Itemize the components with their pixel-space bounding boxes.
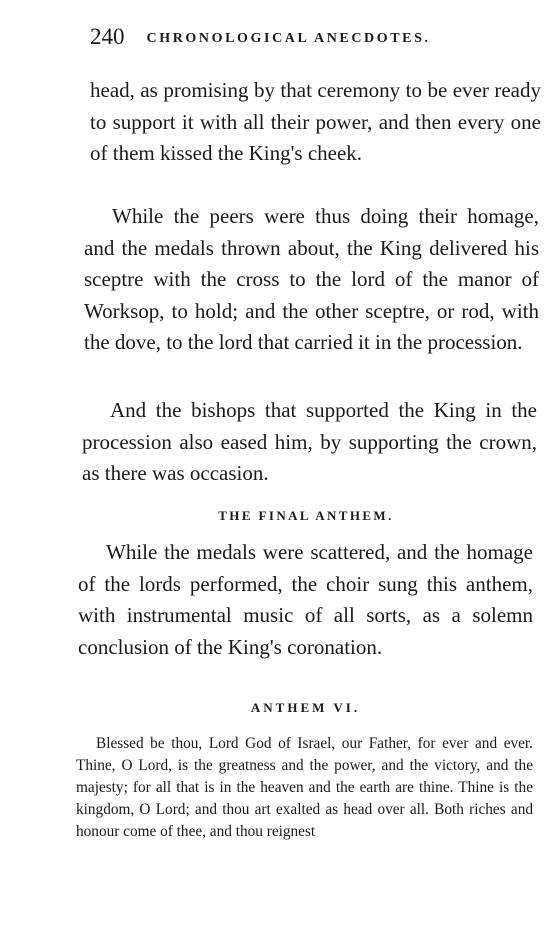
- anthem-vi-heading: ANTHEM VI.: [250, 700, 361, 715]
- anthem-vi-text: Blessed be thou, Lord God of Israel, our Father, for ever and ever. Thine, O Lord, is the greatness and the power, and the victory, and the majesty; for all that is in the heaven and the earth are thine. Thine is the kingdom, O Lord; and thou art exalted as head over all. Both riches and honour come of thee, and thou reignest: [76, 735, 533, 840]
- running-head: [90, 24, 520, 50]
- running-head-title: CHRONOLOGICAL ANECDOTES.: [146, 31, 431, 46]
- paragraph-final-anthem: While the medals were scattered, and the homage of the lords performed, the choir sung this anthem, with instrumental music of all sorts, as a solemn conclusion of the King's coronation.: [78, 540, 533, 659]
- paragraph-continued: head, as promising by that ceremony to be ever ready to support it with all their power, and then every one of them kissed the King's cheek.: [90, 78, 541, 165]
- paragraph-bishops: And the bishops that supported the King in the procession also eased him, by supporting the crown, as there was occasion.: [82, 398, 537, 485]
- page-number: 240: [90, 24, 125, 49]
- paragraph-peers-homage: While the peers were thus doing their homage, and the medals thrown about, the King delivered his sceptre with the cross to the lord of the manor of Worksop, to hold; and the other sceptre, or rod, with the dove, to the lord that carried it in the procession.: [84, 204, 539, 354]
- final-anthem-heading: THE FINAL ANTHEM.: [218, 508, 394, 523]
